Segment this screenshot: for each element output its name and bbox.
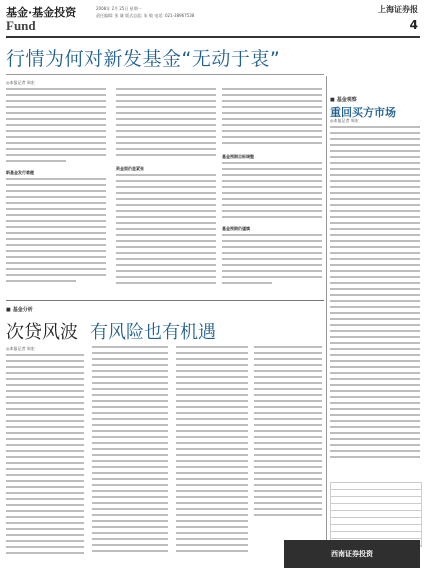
sidebar-section-tag: ■ 基金观察: [330, 96, 357, 103]
section-divider: [6, 300, 324, 301]
second-headline: [6, 318, 216, 344]
main-column-1: [6, 88, 106, 166]
second-headline-part2: 有风险也有机遇: [90, 322, 216, 343]
second-section-tag: ■ 基金分析: [6, 306, 33, 313]
table-row: [331, 504, 421, 511]
main-byline: ◎本报记者 周宏: [6, 80, 35, 85]
main-column-3: [222, 88, 322, 148]
main-column-3c: [222, 234, 322, 288]
meta-line: 责任编辑: 张 雄 版式总监: 朱 敏 电话: 021-38967538: [96, 13, 195, 18]
table-row: [331, 497, 421, 504]
second-column-1: [6, 354, 84, 558]
main-column-3b: [222, 162, 322, 222]
header-rule: [6, 36, 420, 38]
main-subhead-2: 资金面仍显紧张: [116, 166, 144, 171]
second-byline: ◎本报记者 周宏: [6, 346, 35, 351]
headline-rule: [6, 74, 324, 75]
paper-logo: 上海证券报: [378, 5, 418, 14]
section-en-title: Fund: [6, 18, 36, 33]
sidebar-body: [330, 126, 420, 462]
section-title: 基金·基金投资: [6, 6, 77, 19]
second-column-3: [176, 346, 248, 556]
second-column-4: [254, 346, 322, 520]
second-headline-part1: 次贷风波: [6, 322, 78, 343]
main-subhead-4: 基金预期仍谨慎: [222, 226, 250, 231]
table-row: [331, 532, 421, 539]
advertisement: 西南证券投资: [284, 540, 420, 568]
data-table: [330, 482, 422, 547]
date-line: 2008年 2月 25日 星期一: [96, 6, 142, 11]
main-column-2: [116, 88, 216, 160]
sidebar-headline: 重回买方市场: [330, 106, 396, 119]
table-row: [331, 483, 421, 490]
second-column-2: [92, 346, 168, 556]
table-row: [331, 490, 421, 497]
table-row: [331, 525, 421, 532]
column-divider: [326, 76, 327, 566]
main-column-2b: [116, 174, 216, 288]
page-number: 4: [409, 18, 418, 32]
main-column-1b: [6, 178, 106, 286]
main-headline: 行情为何对新发基金“无动于衷”: [6, 48, 281, 70]
main-subhead-3: 基金预期目标调整: [222, 154, 254, 159]
table-row: [331, 518, 421, 525]
sidebar-byline: ◎本报记者 周宏: [330, 118, 359, 123]
main-subhead-1: 新基金发行难题: [6, 170, 34, 175]
table-row: [331, 511, 421, 518]
